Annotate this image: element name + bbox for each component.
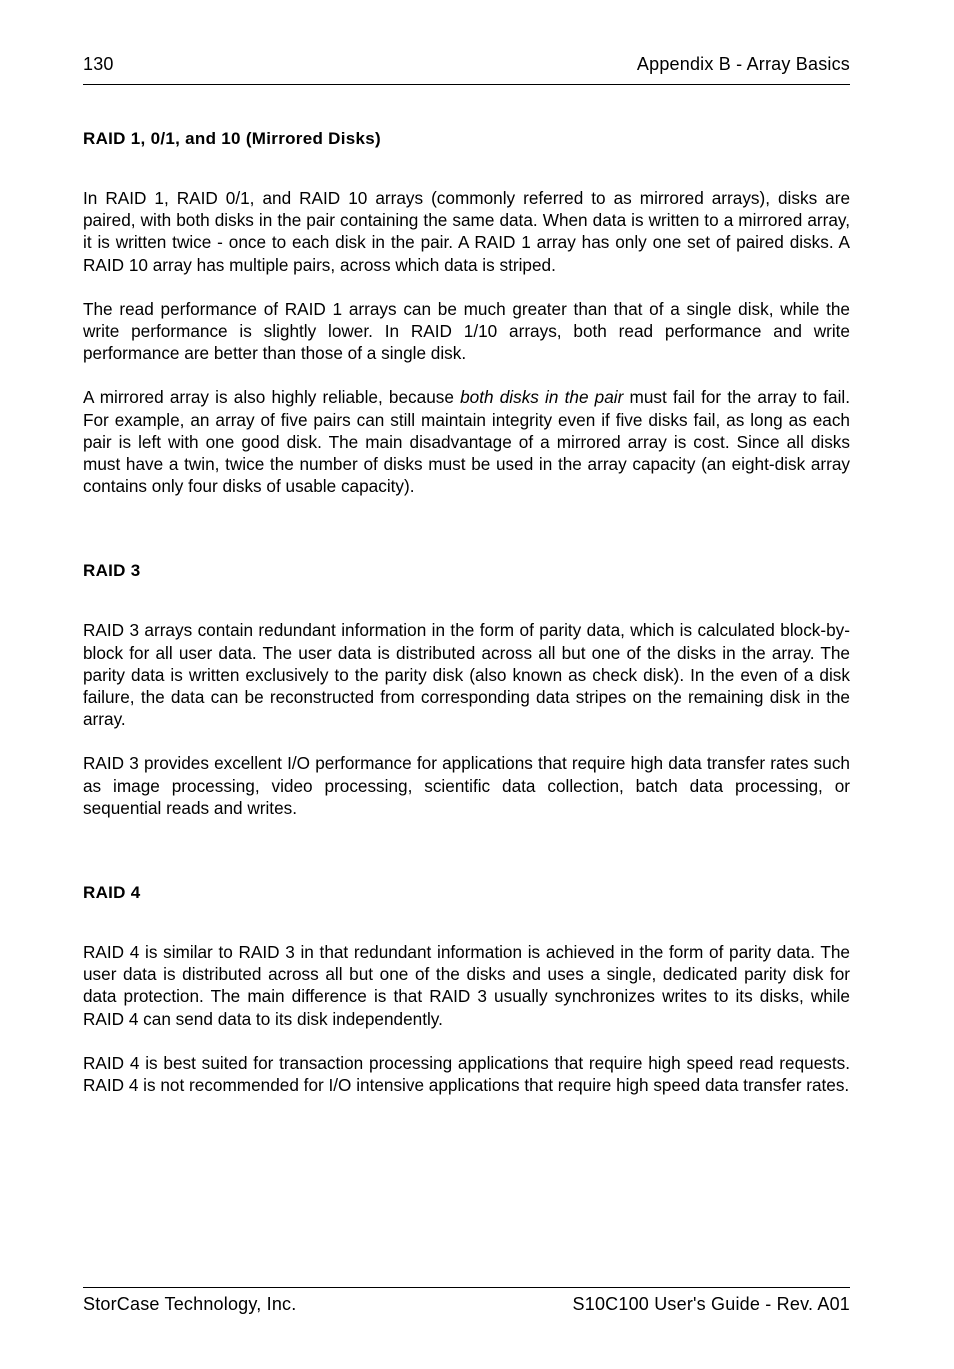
paragraph: RAID 4 is similar to RAID 3 in that redundant information is achieved in the form of parity data. The user data is distributed across all but one of the disks and uses a single, dedicated parity disk for data protection. The main difference is that RAID 3 usually synchronizes writes to its disks, while RAID 4 can send data to its disk independently. [83,942,850,1029]
section-heading: RAID 3 [83,561,141,581]
paragraph: RAID 4 is best suited for transaction processing applications that require high speed read requests. RAID 4 is not recommended for I/O intensive applications that require high speed data transfer rates. [83,1052,850,1096]
chapter-title: Appendix B - Array Basics [636,54,850,74]
section-raid-1 [83,128,850,497]
footer-divider [83,1287,850,1288]
paragraph: RAID 3 provides excellent I/O performance for applications that require high data transfer rates such as image processing, video processing, scientific data collection, batch data processing, or sequential reads and writes. [83,753,850,818]
emphasis-text: both disks in the pair [460,387,624,408]
section-raid-4 [83,882,850,1096]
page-number: 130 [83,54,114,74]
section-raid-3 [83,560,850,819]
page-footer [83,1294,850,1315]
paragraph [83,386,850,497]
paragraph: In RAID 1, RAID 0/1, and RAID 10 arrays (commonly referred to as mirrored arrays), disks are paired, with both disks in the pair containing the same data. When data is written to a mirrored array, it is written twice - once to each disk in the pair. A RAID 1 array has only one set of paired disks. A RAID 10 array has multiple pairs, across which data is striped. [83,188,850,275]
section-heading: RAID 4 [83,883,141,903]
page-body [83,128,850,1096]
company-name: StorCase Technology, Inc. [83,1294,297,1314]
paragraph: RAID 3 arrays contain redundant information in the form of parity data, which is calculated block-by-block for all user data. The user data is distributed across all but one of the disks in the array. The parity data is written exclusively to the parity disk (also known as check disk). In the even of a disk failure, the data can be reconstructed from corresponding data stripes on the remaining disk in the array. [83,620,850,730]
text-run: A mirrored array is also highly reliable, because [83,387,461,408]
section-heading: RAID 1, 0/1, and 10 (Mirrored Disks) [83,129,381,148]
page-header [83,54,850,75]
guide-title: S10C100 User's Guide - Rev. A01 [572,1294,850,1314]
header-divider [83,84,850,85]
text-run: must fail for the array to fail. For example, an array of five pairs can still maintain integrity even if five disks fail, as long as each pair is left with one good disk. The main disadvantage of a mirrored array is cost. Since all disks must have a twin, twice the number of disks must be used in the array capacity (an eight-disk array contains only four disks of usable capacity). [83,387,850,497]
paragraph: The read performance of RAID 1 arrays can be much greater than that of a single disk, while the write performance is slightly lower. In RAID 1/10 arrays, both read performance and write performance are better than those of a single disk. [83,298,850,364]
